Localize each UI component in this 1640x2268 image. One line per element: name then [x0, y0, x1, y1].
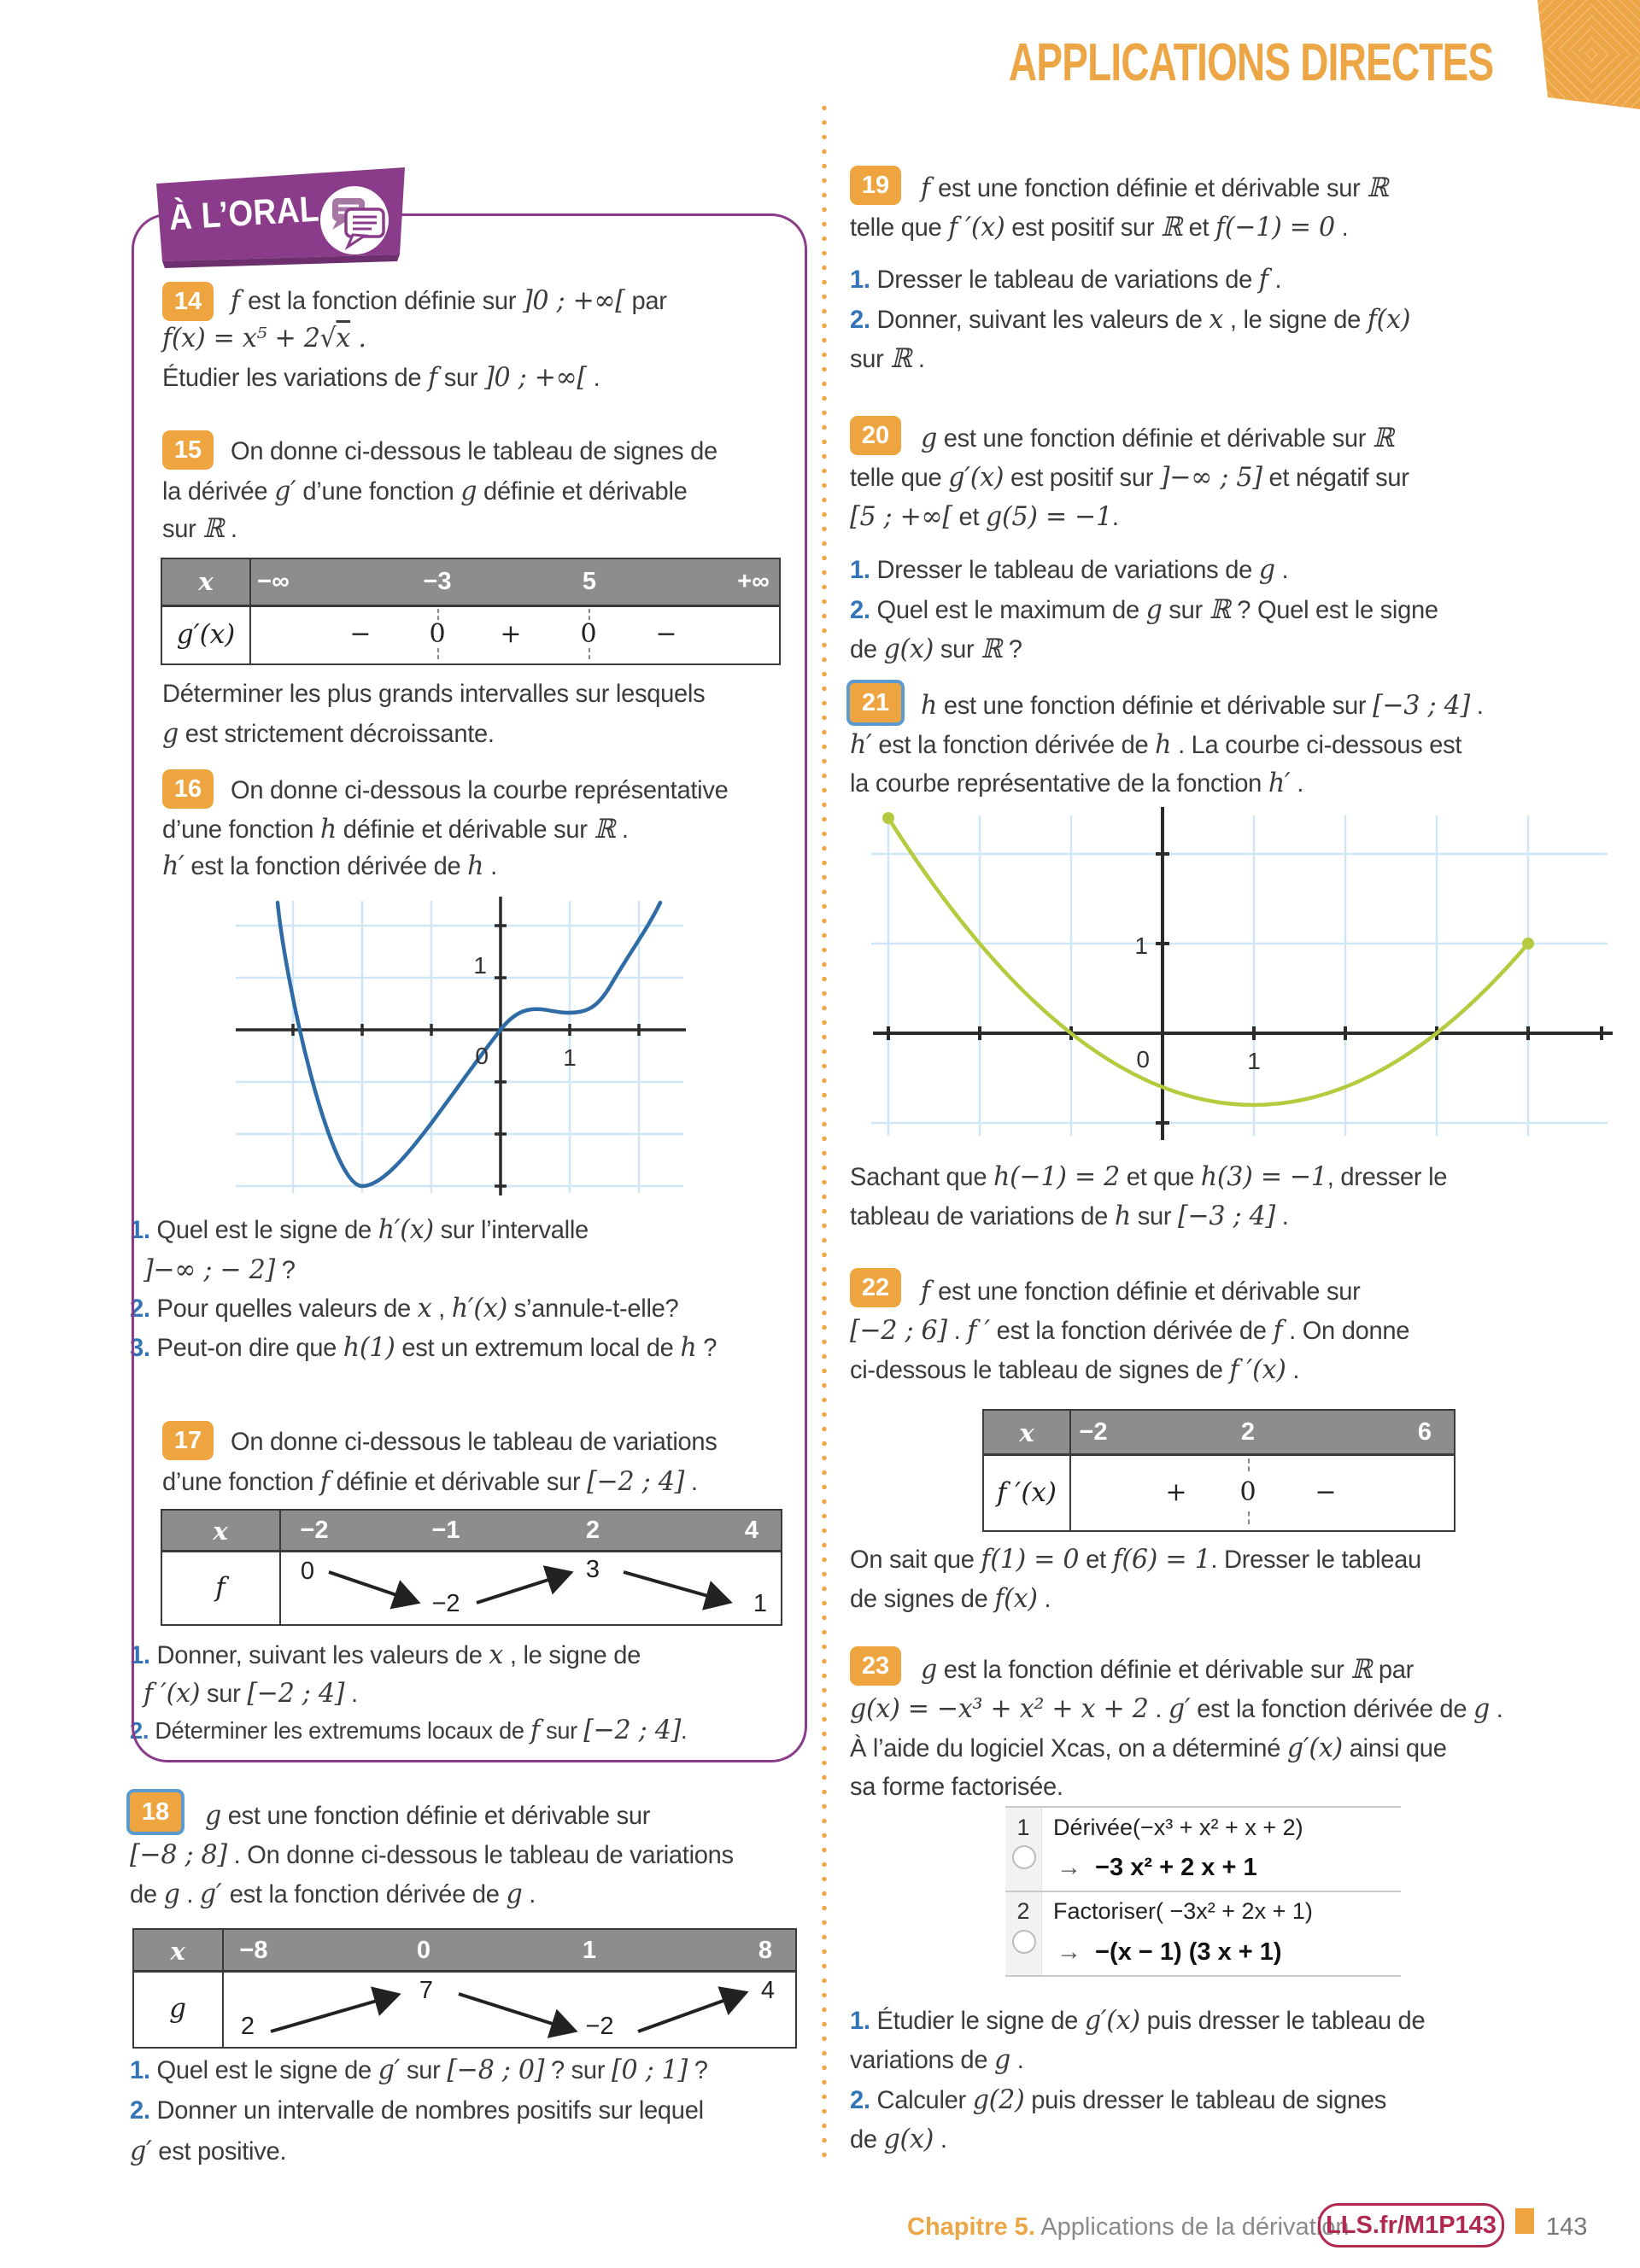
value-minus2: −2	[431, 1590, 460, 1617]
xcas-radio-icon	[1012, 1930, 1036, 1954]
ex18-line-1: g est une fonction définie et dérivable sur	[205, 1800, 651, 1831]
ex16-q3: 3. Peut-on dire que h(1) est un extremum local de h ?	[130, 1332, 718, 1363]
sign-zero: 0	[580, 619, 597, 649]
row-label: g	[169, 1993, 186, 2024]
ex22-line-1: f est une fonction définie et dérivable sur	[921, 1276, 1361, 1306]
exercise-21-badge: 21	[846, 680, 905, 726]
graph-curve-h-prime-ex21	[871, 807, 1623, 1140]
ex16-line-3: h′ est la fonction dérivée de h .	[162, 850, 497, 881]
bound-minus-inf: −∞	[257, 568, 290, 595]
ex16-q1b: ]−∞ ; − 2] ?	[144, 1254, 296, 1285]
exercise-14-badge: 14	[162, 282, 214, 321]
variation-table-ex17: x −2 −1 2 4 f 0 −2 3 1	[161, 1509, 782, 1626]
sign-zero: 0	[1239, 1477, 1256, 1507]
oral-banner-label: À L’ORAL	[167, 188, 321, 237]
curve-h	[278, 903, 660, 1186]
ex18-line-2: [−8 ; 8] . On donne ci-dessous le tableau de variations	[130, 1839, 734, 1870]
origin-label: 0	[1136, 1046, 1150, 1073]
sign-table-ex15	[161, 558, 781, 665]
ex19-q2b: sur ℝ .	[850, 343, 925, 374]
footer-orange-square	[1515, 2208, 1534, 2234]
value-4: 4	[760, 1977, 776, 2004]
graph-curve-h-ex16	[229, 897, 690, 1195]
exercise-17-badge: 17	[162, 1421, 214, 1460]
xcas-radio-icon	[1012, 1845, 1036, 1869]
exercise-19-badge: 19	[850, 166, 901, 205]
xcas-row-number: 2	[1016, 1898, 1030, 1924]
ex16-line-1: On donne ci-dessous la courbe représentative	[231, 776, 729, 804]
ex18-line-3: de g . g′ est la fonction dérivée de g .	[130, 1879, 536, 1909]
xcas-command-2: Factoriser( −3x² + 2x + 1)	[1053, 1898, 1313, 1924]
footer-page-number: 143	[1546, 2213, 1588, 2241]
ex20-line-3: [5 ; +∞[ et g(5) = −1.	[850, 501, 1119, 532]
ex18-q1: 1. Quel est le signe de g′ sur [−8 ; 0] ? sur [0 ; 1] ?	[130, 2055, 708, 2085]
corner-ornament	[1520, 0, 1640, 115]
y-tick-label-1: 1	[1134, 932, 1148, 959]
ex21-out-1: Sachant que h(−1) = 2 et que h(3) = −1, dresser le	[850, 1161, 1448, 1192]
ex21-out-2: tableau de variations de h sur [−3 ; 4] .	[850, 1201, 1289, 1231]
ex21-line-3: la courbe représentative de la fonction h′ .	[850, 768, 1304, 798]
ex15-line-3: sur ℝ .	[162, 513, 237, 544]
ex17-line-1: On donne ci-dessous le tableau de variations	[231, 1428, 718, 1456]
col-x: x	[170, 1937, 185, 1966]
ex19-q2a: 2. Donner, suivant les valeurs de x , le signe de f(x)	[850, 304, 1411, 335]
ex23-line-4: sa forme factorisée.	[850, 1773, 1063, 1801]
row-label: f ′(x)	[996, 1477, 1057, 1508]
footer-chapter: Chapitre 5. Applications de la dérivation	[907, 2213, 1350, 2241]
ex15-out-2: g est strictement décroissante.	[162, 718, 495, 749]
xcas-screenshot	[1005, 1806, 1401, 1977]
exercise-18-badge: 18	[126, 1789, 184, 1835]
endpoint-right	[1522, 938, 1534, 950]
ex23-line-1: g est la fonction définie et dérivable sur ℝ par	[921, 1654, 1414, 1685]
ex17-q1a: 1. Donner, suivant les valeurs de x , le signe de	[130, 1640, 641, 1670]
xcas-result-2: → −(x − 1) (3 x + 1)	[1057, 1938, 1282, 1966]
ex23-q2b: de g(x) .	[850, 2124, 947, 2154]
ex19-q1: 1. Dresser le tableau de variations de f .	[850, 264, 1282, 295]
ex23-q2a: 2. Calculer g(2) puis dresser le tableau de signes	[850, 2084, 1387, 2115]
variation-arrows	[162, 1550, 781, 1624]
xcas-row-number: 1	[1016, 1815, 1030, 1840]
col-x: x	[1019, 1418, 1034, 1447]
sign-zero: 0	[429, 619, 446, 649]
table-header	[162, 559, 779, 607]
row-label: f	[215, 1572, 226, 1603]
value-0: 0	[300, 1558, 315, 1585]
ex14-line-3: Étudier les variations de f sur ]0 ; +∞[ .	[162, 362, 600, 393]
value-1: 1	[753, 1590, 768, 1617]
curve-h-prime	[888, 818, 1528, 1105]
ex23-line-2: g(x) = −x³ + x² + x + 2 . g′ est la fonction dérivée de g .	[850, 1693, 1503, 1724]
endpoint-left	[882, 812, 894, 824]
ex22-line-3: ci-dessous le tableau de signes de f ′(x) .	[850, 1354, 1300, 1385]
ex18-q2a: 2. Donner un intervalle de nombres positifs sur lequel	[130, 2096, 704, 2125]
ex20-line-1: g est une fonction définie et dérivable sur ℝ	[921, 423, 1394, 453]
col-x: x	[198, 567, 214, 596]
origin-label: 0	[475, 1043, 489, 1069]
ex22-line-2: [−2 ; 6] . f ′ est la fonction dérivée de f . On donne	[850, 1315, 1410, 1346]
ex23-line-3: À l’aide du logiciel Xcas, on a déterminé g′(x) ainsi que	[850, 1733, 1447, 1763]
ex17-line-2: d’une fonction f définie et dérivable sur [−2 ; 4] .	[162, 1466, 698, 1497]
ex16-line-2: d’une fonction h définie et dérivable sur ℝ .	[162, 814, 629, 845]
column-divider	[821, 101, 828, 2163]
x-tick-label-1: 1	[1247, 1048, 1261, 1074]
xcas-command-1: Dérivée(−x³ + x² + x + 2)	[1053, 1815, 1303, 1840]
ex23-q1b: variations de g .	[850, 2044, 1024, 2075]
ex17-q2: 2. Déterminer les extremums locaux de f sur [−2 ; 4].	[130, 1715, 688, 1745]
ex20-q1: 1. Dresser le tableau de variations de g .	[850, 554, 1289, 585]
ex15-out-1: Déterminer les plus grands intervalles sur lesquels	[162, 680, 706, 708]
ex19-line-1: f est une fonction définie et dérivable sur ℝ	[921, 172, 1389, 203]
exercise-15-badge: 15	[162, 430, 214, 470]
ex14-line-1: f est la fonction définie sur ]0 ; +∞[ par	[231, 285, 667, 316]
xcas-result-1: → −3 x² + 2 x + 1	[1057, 1854, 1257, 1881]
ex22-out-1: On sait que f(1) = 0 et f(6) = 1. Dresser le tableau	[850, 1544, 1421, 1575]
variation-table-ex18: x −8 0 1 8 g 2 7 −2 4	[132, 1928, 797, 2049]
sign-minus: −	[349, 619, 372, 649]
exercise-16-badge: 16	[162, 769, 214, 809]
bound-minus3: −3	[423, 568, 452, 595]
bound-plus-inf: +∞	[737, 568, 770, 595]
sign-table-ex22: x −2 2 6 f ′(x) + 0 −	[982, 1409, 1456, 1532]
ex23-q1a: 1. Étudier le signe de g′(x) puis dresser le tableau de	[850, 2005, 1426, 2036]
ex22-out-2: de signes de f(x) .	[850, 1583, 1051, 1614]
sign-minus: −	[655, 619, 677, 649]
ex21-line-1: h est une fonction définie et dérivable sur [−3 ; 4] .	[921, 690, 1484, 721]
ex16-q1a: 1. Quel est le signe de h′(x) sur l’intervalle	[130, 1214, 589, 1245]
value-7: 7	[419, 1977, 434, 2004]
ex15-line-2: la dérivée g′ d’une fonction g définie et dérivable	[162, 476, 688, 506]
x-tick-label-1: 1	[563, 1044, 577, 1071]
ex21-line-2: h′ est la fonction dérivée de h . La courbe ci-dessous est	[850, 729, 1462, 760]
sign-minus: −	[1315, 1477, 1337, 1507]
exercise-22-badge: 22	[850, 1268, 901, 1307]
row-label: g′(x)	[176, 619, 236, 650]
ex17-q1b: f ′(x) sur [−2 ; 4] .	[144, 1678, 358, 1709]
sign-plus: +	[1165, 1477, 1187, 1507]
ex20-q2a: 2. Quel est le maximum de g sur ℝ ? Quel est le signe	[850, 594, 1438, 625]
ex20-q2b: de g(x) sur ℝ ?	[850, 634, 1022, 664]
value-minus2: −2	[585, 2013, 614, 2040]
ex15-line-1: On donne ci-dessous le tableau de signes de	[231, 437, 718, 465]
page-title: APPLICATIONS DIRECTES	[1009, 33, 1494, 92]
exercise-20-badge: 20	[850, 416, 901, 455]
value-3: 3	[585, 1556, 600, 1583]
bound-5: 5	[582, 568, 597, 595]
y-tick-label-1: 1	[473, 952, 487, 979]
ex16-q2: 2. Pour quelles valeurs de x , h′(x) s’annule-t-elle?	[130, 1293, 679, 1324]
variation-arrows	[134, 1970, 795, 2047]
value-2: 2	[240, 2013, 255, 2040]
ex19-line-2: telle que f ′(x) est positif sur ℝ et f(−1) = 0 .	[850, 212, 1349, 243]
ex18-q2b: g′ est positive.	[130, 2136, 287, 2166]
col-x: x	[213, 1517, 228, 1546]
exercise-23-badge: 23	[850, 1646, 901, 1686]
footer-link-code[interactable]: LLS.fr/M1P143	[1318, 2203, 1504, 2248]
ex14-formula: f(x) = x⁵ + 2√x .	[162, 323, 366, 354]
ex20-line-2: telle que g′(x) est positif sur ]−∞ ; 5] et négatif sur	[850, 462, 1409, 493]
sign-plus: +	[500, 619, 522, 649]
